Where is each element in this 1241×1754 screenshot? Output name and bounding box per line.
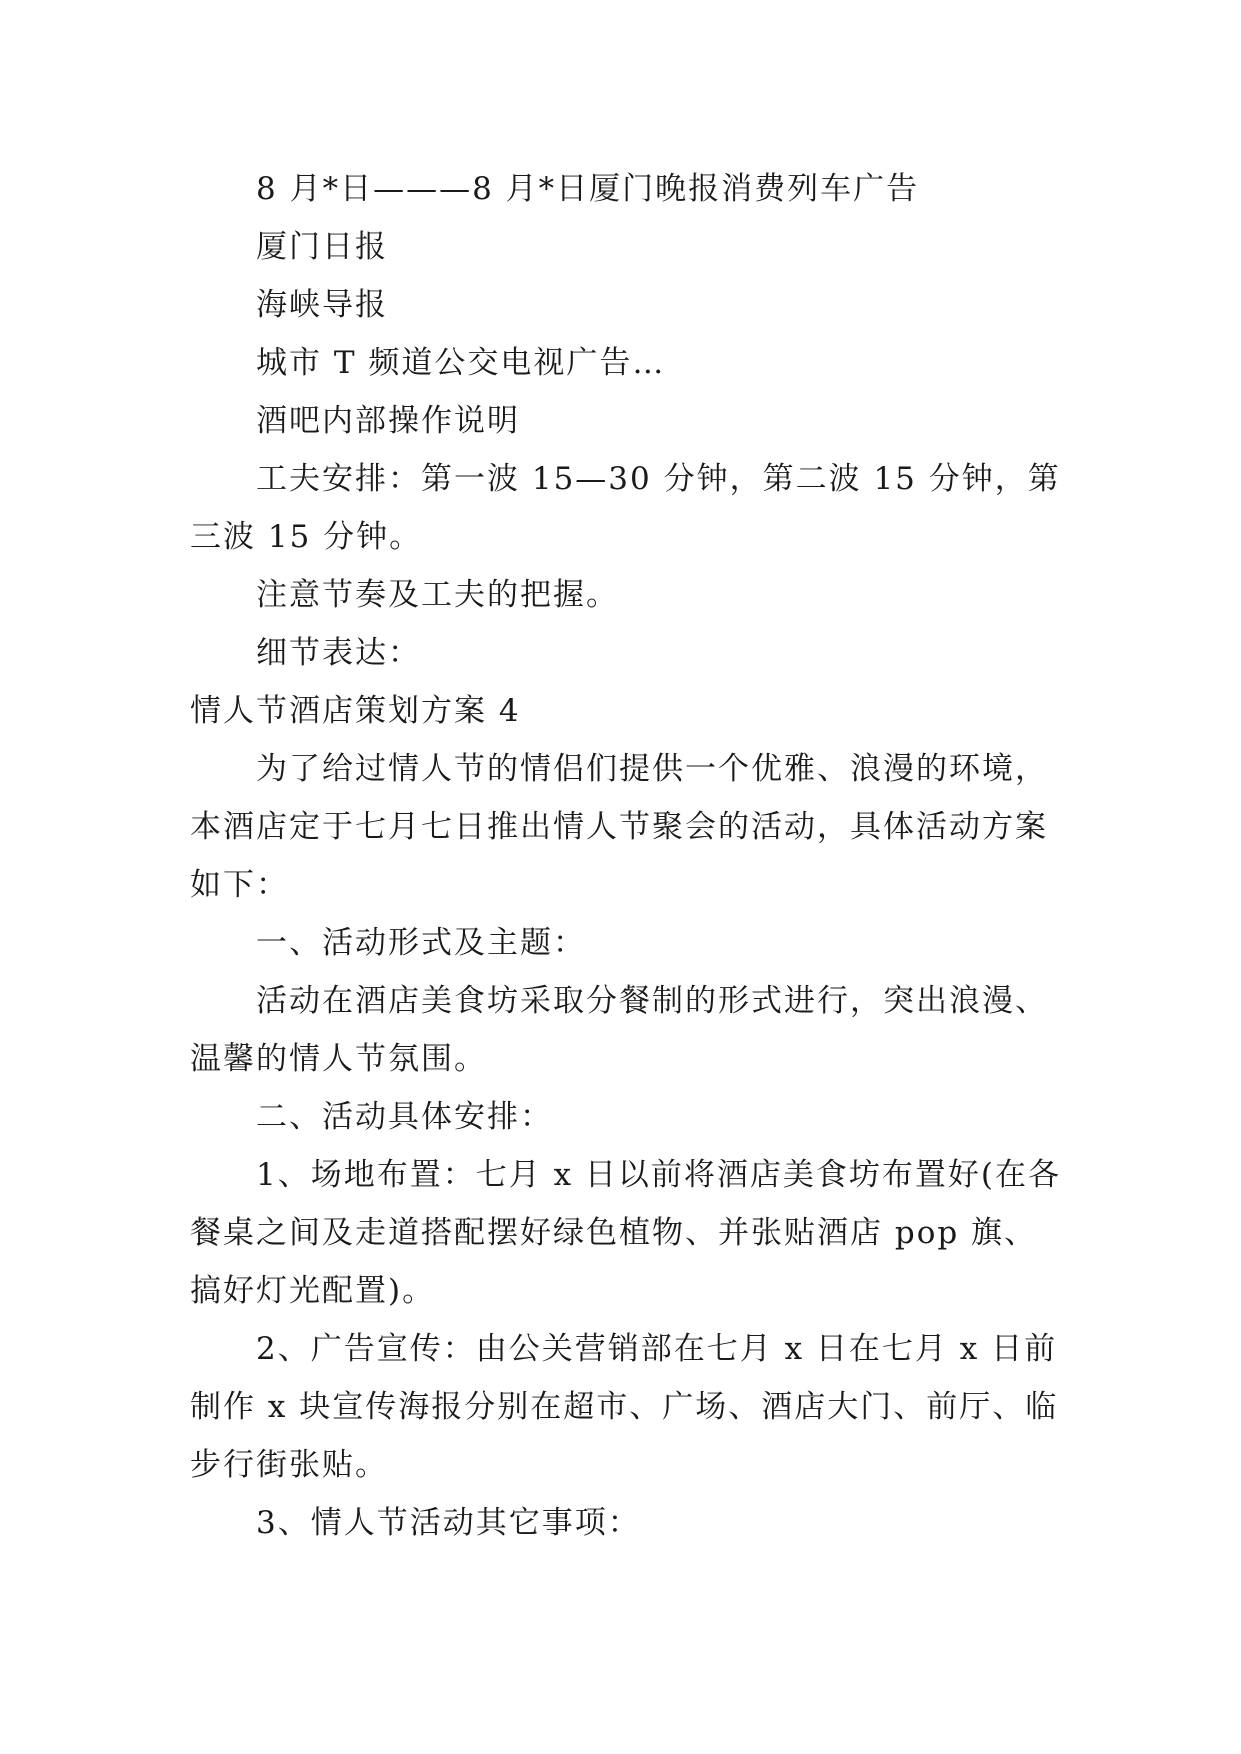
paragraph-form-theme: 活动在酒店美食坊采取分餐制的形式进行，突出浪漫、温馨的情人节氛围。 xyxy=(190,983,1048,1077)
paragraph-venue-layout: 1、场地布置：七月 x 日以前将酒店美食坊布置好(在各餐桌之间及走道搭配摆好绿色植物、并张贴酒店 pop 旗、搞好灯光配置)。 xyxy=(190,1157,1062,1309)
paragraph-bar-instructions: 酒吧内部操作说明 xyxy=(256,403,520,439)
paragraph-time-schedule: 工夫安排：第一波 15—30 分钟，第二波 15 分钟，第三波 15 分钟。 xyxy=(190,461,1061,555)
paragraph-city-tv: 城市 T 频道公交电视广告… xyxy=(256,345,666,381)
paragraph-form-theme-heading: 一、活动形式及主题： xyxy=(256,925,586,961)
paragraph-xiamen-daily: 厦门日报 xyxy=(256,229,388,265)
paragraph-advertising: 2、广告宣传：由公关营销部在七月 x 日在七月 x 日前制作 x 块宣传海报分别在超市、广场、酒店大门、前厅、临步行街张贴。 xyxy=(190,1331,1059,1483)
document-page xyxy=(190,160,1070,1552)
paragraph-strait-herald: 海峡导报 xyxy=(256,287,388,323)
section-title: 情人节酒店策划方案 4 xyxy=(190,693,521,729)
paragraph-intro: 为了给过情人节的情侣们提供一个优雅、浪漫的环境，本酒店定于七月七日推出情人节聚会的活动，具体活动方案如下： xyxy=(190,751,1048,903)
paragraph-rhythm-note: 注意节奏及工夫的把握。 xyxy=(256,577,619,613)
paragraph-detail-expression: 细节表达： xyxy=(256,635,421,671)
paragraph-other-matters: 3、情人节活动其它事项： xyxy=(256,1505,641,1541)
paragraph-arrangement-heading: 二、活动具体安排： xyxy=(256,1099,553,1135)
paragraph-ad-schedule: 8 月*日———8 月*日厦门晚报消费列车广告 xyxy=(256,171,920,207)
